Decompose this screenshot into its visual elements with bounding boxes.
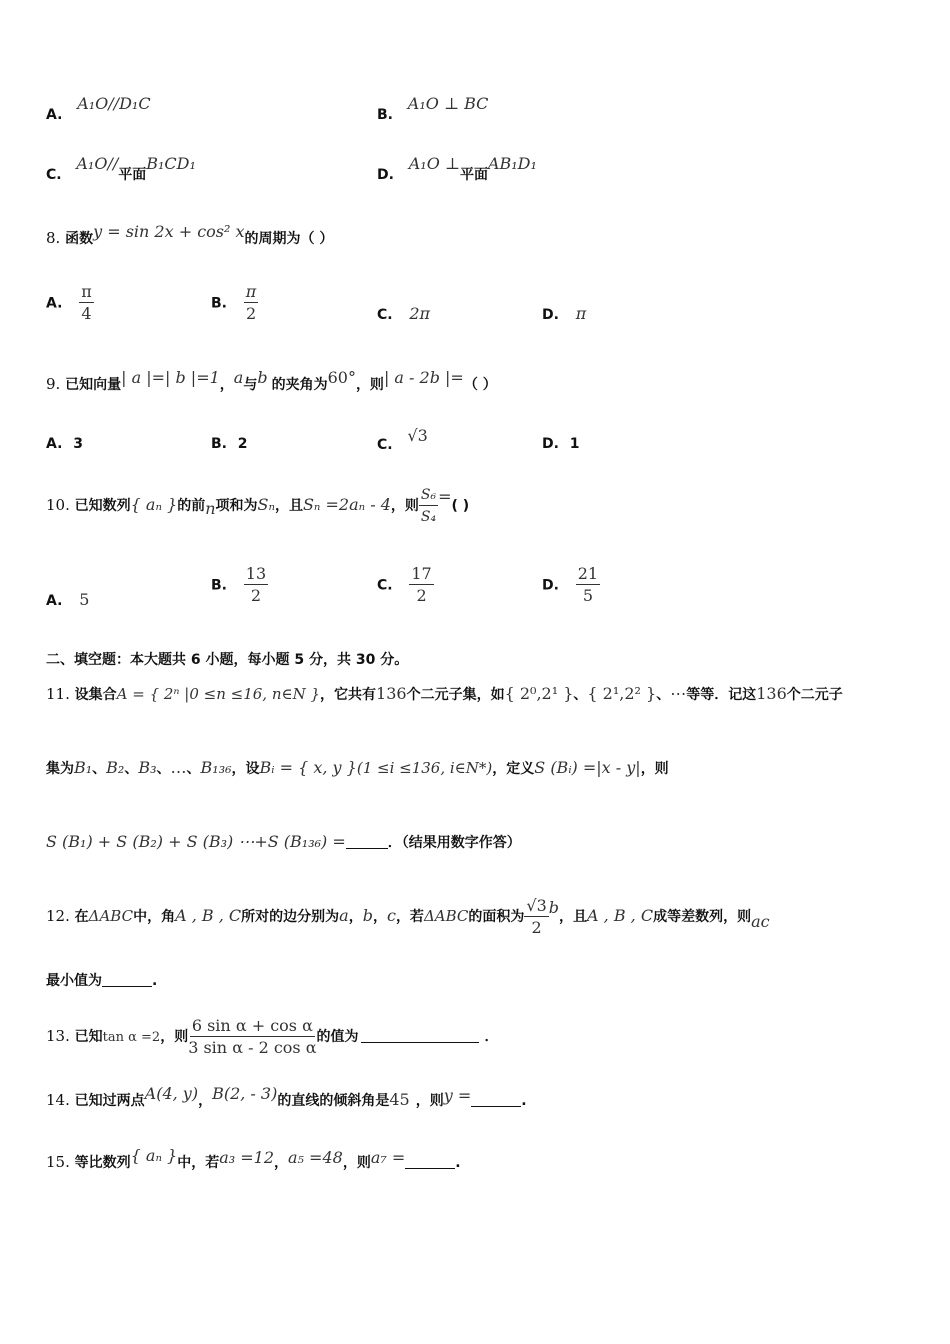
numerator: 6 sin α + cos α [191, 1015, 313, 1035]
formula: ac [751, 912, 770, 931]
stem-text: 个二元子集，如 [406, 687, 505, 703]
stem-text: 已知 [74, 1029, 103, 1045]
formula: AB₁D₁ [487, 154, 537, 173]
q8-option-d [542, 304, 586, 323]
answer-blank[interactable] [346, 834, 388, 849]
formula: B₂ [106, 758, 125, 777]
formula: { aₙ } [130, 1146, 178, 1165]
q8-option-a [46, 282, 94, 325]
section-title: 二、填空题：本大题共 6 小题，每小题 5 分，共 30 分。 [46, 652, 409, 668]
question-number: 9. [46, 375, 61, 393]
q8-option-b [211, 282, 258, 325]
question-number: 11. [46, 685, 70, 703]
q10-option-d [542, 564, 600, 607]
answer-blank[interactable] [361, 1028, 479, 1043]
formula: B₁CD₁ [146, 154, 196, 173]
plane-word: 平面 [118, 167, 147, 183]
q7-option-d [377, 154, 537, 184]
stem-text: ， [274, 1155, 289, 1171]
formula: a [233, 368, 244, 387]
formula: π [575, 304, 587, 323]
stem-text: ，则 [415, 1093, 444, 1109]
formula: B(2, - 3) [212, 1084, 278, 1103]
option-label: B. [211, 295, 227, 312]
formula: 136 [376, 684, 407, 703]
stem-text: ，定义 [492, 761, 535, 777]
formula: a₇ = [370, 1148, 406, 1167]
stem-text: . [455, 1155, 461, 1171]
q10-option-a [46, 590, 89, 609]
stem-text: 已知数列 [74, 498, 131, 514]
stem-text: 的夹角为 [271, 377, 328, 393]
q9-option-d [542, 434, 579, 452]
stem-text: 项和为 [215, 498, 258, 514]
stem-text: （ ） [463, 377, 497, 393]
q9-option-c [377, 426, 428, 453]
q11-line1 [46, 684, 920, 705]
option-label: C. [377, 577, 393, 594]
stem-text: ，则 [160, 1029, 189, 1045]
q10-option-c [377, 564, 434, 607]
stem-text: 的值为 [316, 1029, 359, 1045]
stem-text: 、 [186, 761, 201, 777]
stem-text: ，它共有 [320, 687, 377, 703]
stem-text: 与 [243, 377, 258, 393]
formula: 5 [79, 590, 90, 609]
stem-text: 、 [92, 761, 107, 777]
formula: 45 [389, 1090, 410, 1109]
formula: Bᵢ = { x, y } [259, 758, 357, 777]
q14-stem [46, 1084, 920, 1111]
formula: A₁O ⊥ BC [407, 94, 489, 113]
stem-text: ，且 [274, 498, 303, 514]
stem-text: ，且 [559, 909, 588, 925]
formula: √3 [407, 426, 428, 445]
option-label: A. [46, 295, 63, 312]
formula: Sₙ [257, 495, 275, 514]
formula: A₁O ⊥ [408, 154, 460, 173]
q7-option-c [46, 154, 196, 184]
denominator: 5 [582, 586, 593, 605]
stem-text: ， [348, 909, 363, 925]
fraction [188, 1016, 316, 1059]
fraction [244, 564, 268, 607]
stem-text: 等比数列 [74, 1155, 131, 1171]
q11-line2 [46, 758, 920, 779]
denominator: 2 [250, 586, 262, 605]
option-label: A. [46, 593, 63, 609]
formula: B₃ [138, 758, 157, 777]
formula: n [205, 499, 216, 518]
question-number: 15. [46, 1153, 70, 1171]
formula: { aₙ } [130, 495, 178, 514]
q13-stem [46, 1002, 920, 1072]
question-number: 8. [46, 229, 61, 247]
stem-text: 在 [74, 909, 89, 925]
numerator: S₆ [419, 485, 438, 506]
formula: A(4, y) [144, 1084, 199, 1103]
option-label: C. [46, 167, 62, 183]
q8-stem [46, 222, 920, 249]
stem-text: 中，角 [133, 909, 176, 925]
plane-word: 平面 [459, 167, 488, 183]
formula: a₅ =48 [288, 1148, 343, 1167]
denominator: 2 [531, 917, 542, 937]
option-text: 2 [237, 436, 248, 452]
question-number: 13. [46, 1027, 70, 1045]
q9-option-a [46, 434, 83, 452]
q9-option-b [211, 434, 248, 452]
option-label: D. [542, 577, 559, 594]
fraction [409, 564, 433, 607]
stem-text: ( ) [451, 498, 470, 514]
q12-line1 [46, 890, 920, 943]
option-text: 1 [569, 436, 580, 452]
question-number: 14. [46, 1091, 70, 1109]
stem-text: 最小值为 [46, 973, 102, 989]
stem-text: 已知向量 [65, 377, 122, 393]
numerator: π [81, 282, 92, 301]
stem-text: 等等．记这 [686, 687, 757, 703]
stem-text: ， [219, 377, 234, 393]
formula: 136 [756, 684, 787, 703]
formula: B₁₃₆ [200, 758, 232, 777]
numerator: √3 [526, 895, 547, 915]
formula: ΔABC [423, 907, 469, 925]
question-number: 10. [46, 496, 70, 514]
stem-text: ，则 [390, 498, 419, 514]
stem-text: ， [372, 909, 387, 925]
stem-text: 集为 [46, 761, 74, 777]
numerator: 21 [577, 564, 599, 583]
formula: | a |=| b |=1 [121, 368, 220, 387]
q8-option-c [377, 304, 430, 323]
option-label: D. [542, 307, 559, 323]
formula: S (B₁) + S (B₂) + S (B₃) ⋯+S (B₁₃₆) = [46, 832, 346, 851]
stem-text: 个二元子 [786, 687, 843, 703]
denominator: 3 sin α - 2 cos α [188, 1037, 317, 1057]
formula: b [257, 368, 268, 387]
formula: a₃ =12 [219, 1148, 275, 1167]
formula: 2π [409, 304, 431, 323]
formula: a [339, 906, 349, 925]
stem-text: ，则 [342, 1155, 371, 1171]
formula: = [438, 487, 452, 506]
stem-text: ，设 [231, 761, 260, 777]
formula: B₁ [74, 758, 93, 777]
answer-blank[interactable] [102, 972, 152, 987]
option-label: B. [211, 577, 227, 594]
formula: tan α =2 [102, 1030, 161, 1045]
stem-text: ，则 [355, 377, 384, 393]
denominator: 2 [416, 586, 427, 605]
q10-option-b [211, 564, 268, 607]
formula: | a - 2b |= [383, 368, 464, 387]
question-number: 12. [46, 907, 70, 925]
formula: { 2¹,2² } [587, 684, 657, 703]
formula: A , B , C [175, 906, 242, 925]
q7-option-b [377, 94, 489, 123]
stem-text: 所对的边分别为 [241, 909, 340, 925]
formula: { 2⁰,2¹ } [504, 684, 574, 703]
stem-text: 已知过两点 [74, 1093, 145, 1109]
formula: 60° [327, 368, 356, 387]
option-label: D. [542, 436, 559, 452]
fraction [576, 564, 600, 607]
formula: y = sin 2x + cos² x [93, 222, 245, 241]
q7-option-a [46, 94, 151, 123]
formula: (1 ≤i ≤136, i∈N*) [356, 759, 493, 777]
stem-text: 设集合 [74, 687, 117, 703]
formula: A₁O//D₁C [77, 94, 151, 113]
numerator: 13 [245, 564, 267, 583]
denominator: 4 [81, 304, 92, 323]
denominator: S₄ [420, 508, 437, 525]
stem-text: . [521, 1093, 527, 1109]
option-label: B. [211, 436, 227, 452]
stem-text: 、 [156, 761, 171, 777]
fraction [419, 485, 438, 528]
formula: ΔABC [88, 907, 134, 925]
q12-line2: 最小值为 . [46, 973, 158, 989]
q10-stem [46, 480, 920, 531]
stem-text: ．（结果用数字作答） [387, 835, 521, 851]
stem-text: 成等差数列，则 [653, 909, 752, 925]
stem-text: 的前 [177, 498, 206, 514]
formula: A , B , C [587, 906, 654, 925]
formula: ⋯ [670, 684, 687, 703]
fraction [79, 282, 94, 325]
formula: b [548, 898, 560, 917]
stem-text: ，则 [640, 761, 669, 777]
stem-text: 函数 [65, 231, 94, 247]
q9-stem [46, 368, 920, 395]
option-label: A. [46, 107, 63, 123]
answer-blank[interactable] [405, 1154, 455, 1169]
formula: b [362, 906, 373, 925]
stem-text: 、 [124, 761, 139, 777]
option-label: A. [46, 436, 63, 452]
stem-text: 、 [656, 687, 671, 703]
fraction [244, 282, 259, 325]
stem-text: ，若 [395, 909, 424, 925]
answer-blank[interactable] [471, 1092, 521, 1107]
formula: A = { 2ⁿ |0 ≤n ≤16, n∈N } [116, 685, 321, 703]
formula: y = [443, 1086, 472, 1105]
formula: Sₙ =2aₙ - 4 [302, 495, 391, 514]
option-label: B. [377, 107, 393, 123]
stem-text: ． [484, 1029, 499, 1045]
option-label: C. [377, 437, 393, 453]
formula: c [386, 906, 396, 925]
option-label: C. [377, 307, 393, 323]
denominator: 2 [245, 304, 257, 323]
formula: … [170, 758, 187, 777]
q15-stem [46, 1146, 920, 1173]
stem-text: 、 [573, 687, 588, 703]
stem-text: ， [198, 1093, 213, 1109]
numerator: 17 [411, 564, 432, 583]
stem-text: 的面积为 [468, 909, 525, 925]
numerator: π [245, 282, 257, 301]
option-label: D. [377, 167, 394, 183]
formula: S (Bᵢ) =|x - y| [534, 758, 641, 777]
stem-text: 的直线的倾斜角是 [277, 1093, 390, 1109]
q11-line3 [46, 832, 920, 853]
fraction [524, 896, 548, 939]
stem-text: 中，若 [177, 1155, 220, 1171]
formula: A₁O// [76, 154, 119, 173]
option-text: 3 [73, 436, 83, 452]
stem-text: 的周期为（ ） [244, 231, 334, 247]
